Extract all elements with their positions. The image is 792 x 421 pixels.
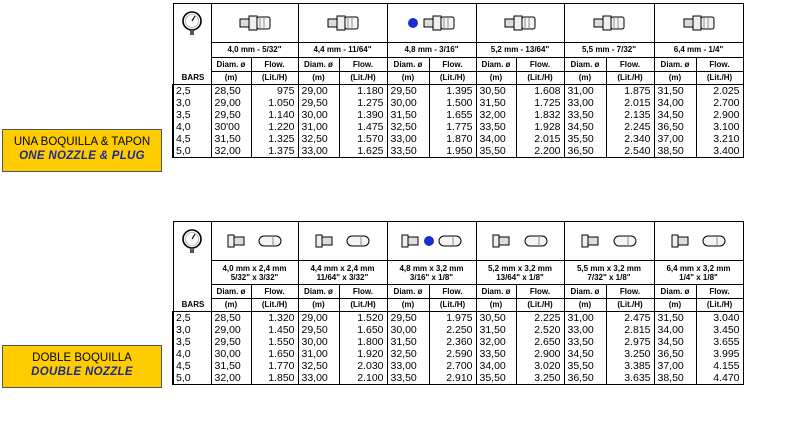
diameter-value: 31,50 xyxy=(654,85,696,98)
plug-fitting-icon xyxy=(523,233,549,249)
diameter-value: 33,00 xyxy=(387,133,429,145)
diam-header: Diam. ø xyxy=(654,285,696,299)
table-row xyxy=(173,336,743,348)
diam-header: Diam. ø xyxy=(564,285,606,299)
flow-value: 1.775 xyxy=(429,121,476,133)
gauge-cell xyxy=(173,4,211,43)
flow-header: Flow. xyxy=(339,58,387,72)
flow-value: 2.015 xyxy=(606,97,654,109)
diam-unit: (m) xyxy=(211,72,251,85)
diam-header: Diam. ø xyxy=(211,58,251,72)
plug-fitting-icon xyxy=(226,232,246,250)
flow-value: 2.700 xyxy=(696,97,743,109)
bars-value: 4,5 xyxy=(173,133,211,145)
flow-unit: (Lit./H) xyxy=(516,299,564,312)
gauge-cell-2 xyxy=(173,222,211,261)
plug-fitting-icon xyxy=(701,233,727,249)
flow-value: 1.725 xyxy=(516,97,564,109)
diam-header: Diam. ø xyxy=(476,58,516,72)
bars-value: 4,0 xyxy=(173,348,211,360)
flow-header: Flow. xyxy=(606,285,654,299)
section2-label xyxy=(2,345,162,388)
flow-value: 2.340 xyxy=(606,133,654,145)
diameter-value: 29,00 xyxy=(298,85,339,98)
diameter-value: 38,50 xyxy=(654,372,696,385)
diameter-value: 33,50 xyxy=(387,145,429,158)
diameter-value: 29,50 xyxy=(211,336,251,348)
flow-value: 2.815 xyxy=(606,324,654,336)
flow-header: Flow. xyxy=(429,285,476,299)
flow-value: 1.320 xyxy=(251,312,298,325)
nozzle-icon-cell-5 xyxy=(564,4,654,43)
plug-fitting-icon xyxy=(345,233,371,249)
diameter-value: 30,00 xyxy=(387,97,429,109)
flow-value: 1.140 xyxy=(251,109,298,121)
diameter-value: 31,50 xyxy=(211,133,251,145)
flow-value: 3.040 xyxy=(696,312,743,325)
flow-value: 1.220 xyxy=(251,121,298,133)
diameter-value: 33,50 xyxy=(564,336,606,348)
flow-value: 2.520 xyxy=(516,324,564,336)
double-nozzle-icon-cell-3 xyxy=(387,222,476,261)
nozzle-fitting-icon xyxy=(326,14,360,32)
flow-value: 3.995 xyxy=(696,348,743,360)
nozzle-fitting-icon xyxy=(682,14,716,32)
double-nozzle-size-3: 4,8 mm x 3,2 mm 3/16" x 1/8" xyxy=(387,261,476,285)
flow-unit: (Lit./H) xyxy=(251,299,298,312)
diameter-value: 30,50 xyxy=(476,85,516,98)
flow-unit: (Lit./H) xyxy=(516,72,564,85)
section2-label-en: DOUBLE NOZZLE xyxy=(31,366,133,378)
double-nozzle-icon-cell-4 xyxy=(476,222,564,261)
flow-unit: (Lit./H) xyxy=(606,299,654,312)
double-nozzle-icon-cell-6 xyxy=(654,222,743,261)
flow-value: 1.395 xyxy=(429,85,476,98)
section1-label-en: ONE NOZZLE & PLUG xyxy=(19,150,145,162)
flow-value: 2.015 xyxy=(516,133,564,145)
flow-value: 1.770 xyxy=(251,360,298,372)
flow-value: 1.975 xyxy=(429,312,476,325)
plug-fitting-icon xyxy=(257,233,283,249)
double-nozzle-size-4: 5,2 mm x 3,2 mm 13/64" x 1/8" xyxy=(476,261,564,285)
flow-value: 975 xyxy=(251,85,298,98)
diameter-value: 28,50 xyxy=(211,85,251,98)
diameter-value: 33,50 xyxy=(476,121,516,133)
one-nozzle-table xyxy=(172,3,744,158)
diameter-value: 34,50 xyxy=(654,336,696,348)
table-row xyxy=(173,348,743,360)
flow-value: 1.928 xyxy=(516,121,564,133)
flow-header: Flow. xyxy=(516,285,564,299)
diam-header: Diam. ø xyxy=(387,58,429,72)
flow-value: 1.850 xyxy=(251,372,298,385)
bars-value: 3,5 xyxy=(173,336,211,348)
table-row xyxy=(173,360,743,372)
pressure-gauge-icon xyxy=(181,228,203,254)
diameter-value: 38,50 xyxy=(654,145,696,158)
double-nozzle-icon-cell-5 xyxy=(564,222,654,261)
diameter-value: 31,50 xyxy=(211,360,251,372)
diameter-value: 31,00 xyxy=(564,85,606,98)
flow-value: 1.550 xyxy=(251,336,298,348)
diameter-value: 34,00 xyxy=(654,324,696,336)
diameter-value: 35,50 xyxy=(476,372,516,385)
diameter-value: 30,00 xyxy=(211,348,251,360)
flow-value: 2.200 xyxy=(516,145,564,158)
flow-value: 2.900 xyxy=(516,348,564,360)
flow-value: 3.100 xyxy=(696,121,743,133)
flow-value: 2.135 xyxy=(606,109,654,121)
diameter-value: 31,50 xyxy=(476,324,516,336)
flow-unit: (Lit./H) xyxy=(339,72,387,85)
flow-header: Flow. xyxy=(429,58,476,72)
flow-value: 4.155 xyxy=(696,360,743,372)
diameter-value: 34,50 xyxy=(654,109,696,121)
highlight-dot-icon xyxy=(423,235,435,247)
flow-value: 2.590 xyxy=(429,348,476,360)
diameter-value: 32,50 xyxy=(387,121,429,133)
flow-unit: (Lit./H) xyxy=(696,299,743,312)
diameter-value: 33,00 xyxy=(298,145,339,158)
diam-unit: (m) xyxy=(387,72,429,85)
double-nozzle-size-1: 4,0 mm x 2,4 mm 5/32" x 3/32" xyxy=(211,261,298,285)
nozzle-size-2: 4,4 mm - 11/64" xyxy=(298,43,387,58)
diameter-value: 32,00 xyxy=(211,372,251,385)
flow-header: Flow. xyxy=(339,285,387,299)
flow-value: 2.250 xyxy=(429,324,476,336)
diam-header: Diam. ø xyxy=(476,285,516,299)
diameter-value: 31,00 xyxy=(298,121,339,133)
diameter-value: 32,50 xyxy=(298,133,339,145)
flow-unit: (Lit./H) xyxy=(429,299,476,312)
table-row xyxy=(173,324,743,336)
diameter-value: 31,00 xyxy=(564,312,606,325)
flow-value: 3.210 xyxy=(696,133,743,145)
diameter-value: 33,00 xyxy=(387,360,429,372)
diameter-value: 33,00 xyxy=(298,372,339,385)
flow-value: 1.950 xyxy=(429,145,476,158)
diam-header: Diam. ø xyxy=(298,285,339,299)
nozzle-fitting-icon xyxy=(592,14,626,32)
flow-value: 1.920 xyxy=(339,348,387,360)
flow-value: 1.520 xyxy=(339,312,387,325)
flow-value: 1.375 xyxy=(251,145,298,158)
diameter-value: 30,00 xyxy=(298,336,339,348)
flow-value: 1.275 xyxy=(339,97,387,109)
flow-value: 1.390 xyxy=(339,109,387,121)
flow-value: 3.250 xyxy=(606,348,654,360)
diameter-value: 35,50 xyxy=(564,360,606,372)
bars-header: BARS xyxy=(173,299,211,312)
nozzle-size-3: 4,8 mm - 3/16" xyxy=(387,43,476,58)
nozzle-fitting-icon xyxy=(422,14,456,32)
diam-header: Diam. ø xyxy=(564,58,606,72)
flow-value: 2.650 xyxy=(516,336,564,348)
diameter-value: 33,50 xyxy=(476,348,516,360)
flow-value: 1.180 xyxy=(339,85,387,98)
pressure-gauge-icon xyxy=(181,10,203,36)
plug-fitting-icon xyxy=(612,233,638,249)
diam-unit: (m) xyxy=(298,299,339,312)
diameter-value: 33,50 xyxy=(387,372,429,385)
diameter-value: 33,00 xyxy=(564,97,606,109)
diameter-value: 37,00 xyxy=(654,360,696,372)
bars-value: 5,0 xyxy=(173,372,211,385)
nozzle-fitting-icon xyxy=(238,14,272,32)
flow-header: Flow. xyxy=(696,285,743,299)
section2-label-es: DOBLE BOQUILLA xyxy=(32,352,132,364)
flow-unit: (Lit./H) xyxy=(606,72,654,85)
flow-value: 1.475 xyxy=(339,121,387,133)
bars-value: 4,5 xyxy=(173,360,211,372)
nozzle-size-6: 6,4 mm - 1/4" xyxy=(654,43,743,58)
bars-value: 3,0 xyxy=(173,324,211,336)
flow-value: 2.700 xyxy=(429,360,476,372)
diameter-value: 34,50 xyxy=(564,348,606,360)
flow-value: 1.650 xyxy=(339,324,387,336)
flow-value: 4.470 xyxy=(696,372,743,385)
diameter-value: 28,50 xyxy=(211,312,251,325)
flow-value: 3.020 xyxy=(516,360,564,372)
diameter-value: 35,50 xyxy=(564,133,606,145)
diameter-value: 29,00 xyxy=(298,312,339,325)
nozzle-size-4: 5,2 mm - 13/64" xyxy=(476,43,564,58)
flow-value: 2.100 xyxy=(339,372,387,385)
flow-value: 3.250 xyxy=(516,372,564,385)
flow-value: 1.570 xyxy=(339,133,387,145)
flow-value: 2.540 xyxy=(606,145,654,158)
flow-value: 2.910 xyxy=(429,372,476,385)
table-row xyxy=(173,109,743,121)
nozzle-icon-cell-2 xyxy=(298,4,387,43)
diam-unit: (m) xyxy=(476,72,516,85)
bars-value: 3,0 xyxy=(173,97,211,109)
table-row xyxy=(173,312,743,325)
section1-label-es: UNA BOQUILLA & TAPON xyxy=(13,136,151,148)
diameter-value: 29,00 xyxy=(211,97,251,109)
flow-value: 3.400 xyxy=(696,145,743,158)
diameter-value: 31,50 xyxy=(476,97,516,109)
plug-fitting-icon xyxy=(437,233,463,249)
double-nozzle-table xyxy=(172,221,744,385)
table-row xyxy=(173,133,743,145)
plug-fitting-icon xyxy=(400,232,420,250)
double-nozzle-size-2: 4,4 mm x 2,4 mm 11/64" x 3/32" xyxy=(298,261,387,285)
diam-header: Diam. ø xyxy=(211,285,251,299)
plug-fitting-icon xyxy=(314,232,334,250)
flow-value: 1.325 xyxy=(251,133,298,145)
diameter-value: 31,00 xyxy=(298,348,339,360)
diameter-value: 29,50 xyxy=(298,97,339,109)
nozzle-size-5: 5,5 mm - 7/32" xyxy=(564,43,654,58)
diameter-value: 31,50 xyxy=(387,336,429,348)
diameter-value: 34,00 xyxy=(476,133,516,145)
flow-header: Flow. xyxy=(251,58,298,72)
flow-value: 1.875 xyxy=(606,85,654,98)
diam-unit: (m) xyxy=(298,72,339,85)
flow-value: 1.800 xyxy=(339,336,387,348)
diameter-value: 36,50 xyxy=(654,121,696,133)
table-row xyxy=(173,85,743,98)
diam-unit: (m) xyxy=(476,299,516,312)
diameter-value: 36,50 xyxy=(654,348,696,360)
flow-unit: (Lit./H) xyxy=(251,72,298,85)
diameter-value: 36,50 xyxy=(564,145,606,158)
diameter-value: 32,00 xyxy=(211,145,251,158)
flow-value: 3.385 xyxy=(606,360,654,372)
bars-value: 5,0 xyxy=(173,145,211,158)
nozzle-size-1: 4,0 mm - 5/32" xyxy=(211,43,298,58)
diameter-value: 35,50 xyxy=(476,145,516,158)
diameter-value: 32,00 xyxy=(476,336,516,348)
diameter-value: 32,50 xyxy=(387,348,429,360)
bars-value: 4,0 xyxy=(173,121,211,133)
diam-header: Diam. ø xyxy=(298,58,339,72)
double-nozzle-icon-cell-2 xyxy=(298,222,387,261)
diameter-value: 30,00 xyxy=(298,109,339,121)
bars-value: 2,5 xyxy=(173,85,211,98)
bars-value: 2,5 xyxy=(173,312,211,325)
table-row xyxy=(173,97,743,109)
flow-header: Flow. xyxy=(251,285,298,299)
flow-value: 1.450 xyxy=(251,324,298,336)
flow-value: 2.475 xyxy=(606,312,654,325)
nozzle-icon-cell-1 xyxy=(211,4,298,43)
diameter-value: 34,00 xyxy=(476,360,516,372)
diam-unit: (m) xyxy=(654,72,696,85)
flow-value: 3.450 xyxy=(696,324,743,336)
diameter-value: 31,50 xyxy=(387,109,429,121)
double-nozzle-size-5: 5,5 mm x 3,2 mm 7/32" x 1/8" xyxy=(564,261,654,285)
diam-unit: (m) xyxy=(211,299,251,312)
diameter-value: 29,50 xyxy=(298,324,339,336)
flow-value: 2.225 xyxy=(516,312,564,325)
flow-value: 1.655 xyxy=(429,109,476,121)
flow-value: 2.025 xyxy=(696,85,743,98)
diameter-value: 31,50 xyxy=(654,312,696,325)
diam-unit: (m) xyxy=(387,299,429,312)
diameter-value: 29,50 xyxy=(387,312,429,325)
highlight-dot-icon xyxy=(407,17,419,29)
diameter-value: 29,50 xyxy=(387,85,429,98)
diameter-value: 32,50 xyxy=(298,360,339,372)
bars-value: 3,5 xyxy=(173,109,211,121)
flow-value: 2.030 xyxy=(339,360,387,372)
nozzle-fitting-icon xyxy=(503,14,537,32)
flow-value: 2.360 xyxy=(429,336,476,348)
table-row xyxy=(173,145,743,158)
flow-header: Flow. xyxy=(606,58,654,72)
diameter-value: 33,00 xyxy=(564,324,606,336)
table-row xyxy=(173,372,743,385)
flow-unit: (Lit./H) xyxy=(696,72,743,85)
flow-header: Flow. xyxy=(696,58,743,72)
flow-value: 1.625 xyxy=(339,145,387,158)
double-nozzle-size-6: 6,4 mm x 3,2 mm 1/4" x 1/8" xyxy=(654,261,743,285)
diameter-value: 37,00 xyxy=(654,133,696,145)
diameter-value: 34,50 xyxy=(564,121,606,133)
flow-value: 1.500 xyxy=(429,97,476,109)
flow-value: 3.655 xyxy=(696,336,743,348)
diameter-value: 32,00 xyxy=(476,109,516,121)
diameter-value: 30'00 xyxy=(211,121,251,133)
plug-fitting-icon xyxy=(580,232,600,250)
plug-fitting-icon xyxy=(670,232,690,250)
diameter-value: 29,50 xyxy=(211,109,251,121)
flow-header: Flow. xyxy=(516,58,564,72)
diameter-value: 29,00 xyxy=(211,324,251,336)
plug-fitting-icon xyxy=(491,232,511,250)
flow-value: 1.832 xyxy=(516,109,564,121)
double-nozzle-icon-cell-1 xyxy=(211,222,298,261)
section1-label xyxy=(2,129,162,172)
flow-value: 1.608 xyxy=(516,85,564,98)
nozzle-icon-cell-4 xyxy=(476,4,564,43)
diameter-value: 33,50 xyxy=(564,109,606,121)
flow-value: 1.050 xyxy=(251,97,298,109)
diam-header: Diam. ø xyxy=(654,58,696,72)
flow-unit: (Lit./H) xyxy=(429,72,476,85)
diam-unit: (m) xyxy=(564,72,606,85)
flow-value: 1.870 xyxy=(429,133,476,145)
diameter-value: 34,00 xyxy=(654,97,696,109)
nozzle-icon-cell-3 xyxy=(387,4,476,43)
flow-value: 2.975 xyxy=(606,336,654,348)
table-row xyxy=(173,121,743,133)
flow-unit: (Lit./H) xyxy=(339,299,387,312)
flow-value: 1.650 xyxy=(251,348,298,360)
flow-value: 3.635 xyxy=(606,372,654,385)
diameter-value: 30,50 xyxy=(476,312,516,325)
nozzle-icon-cell-6 xyxy=(654,4,743,43)
flow-value: 2.245 xyxy=(606,121,654,133)
flow-value: 2.900 xyxy=(696,109,743,121)
diam-unit: (m) xyxy=(564,299,606,312)
diameter-value: 30,00 xyxy=(387,324,429,336)
bars-header: BARS xyxy=(173,72,211,85)
diam-header: Diam. ø xyxy=(387,285,429,299)
diameter-value: 36,50 xyxy=(564,372,606,385)
diam-unit: (m) xyxy=(654,299,696,312)
